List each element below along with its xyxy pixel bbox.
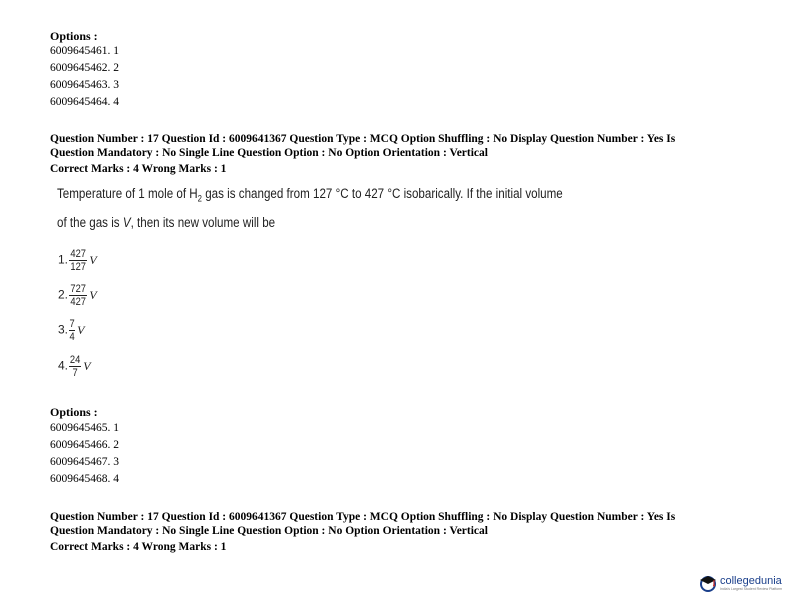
options-list (50, 420, 119, 488)
question-marks: Correct Marks : 4 Wrong Marks : 1 (50, 163, 227, 175)
question-text-part: gas is changed from 127 °C to 427 °C isobarically. If the initial volume (201, 186, 563, 201)
options-list (50, 43, 119, 111)
numerator: 7 (69, 318, 75, 330)
denominator: 4 (69, 331, 75, 343)
logo-tagline: India's Largest Student Review Platform (720, 587, 783, 591)
logo-text-block (720, 575, 782, 591)
question-text-part: Temperature of 1 mole of H (57, 186, 198, 201)
choice-3 (58, 318, 84, 343)
question-meta (50, 132, 750, 176)
denominator: 427 (70, 296, 86, 308)
question-text-part: , then its new volume will be (130, 214, 276, 230)
option-item: 6009645462. 2 (50, 62, 119, 74)
question-meta-line: Question Number : 17 Question Id : 6009641367 Question Type : MCQ Option Shuffling : No Display Question Number : Yes Is (50, 133, 676, 145)
option-item: 6009645461. 1 (50, 45, 119, 57)
variable: V (89, 287, 97, 302)
choice-number: 1. (58, 252, 69, 267)
question-text (57, 182, 563, 235)
variable: V (77, 322, 85, 337)
numerator: 427 (70, 248, 86, 260)
question-text-line2 (57, 211, 563, 235)
option-item: 6009645465. 1 (50, 422, 119, 434)
option-item: 6009645467. 3 (50, 456, 119, 468)
options-label: Options : (50, 405, 98, 419)
question-marks: Correct Marks : 4 Wrong Marks : 1 (50, 541, 227, 553)
denominator: 127 (70, 261, 86, 273)
logo-name: collegedunia (720, 575, 782, 587)
choice-number: 2. (58, 287, 69, 302)
denominator: 7 (72, 367, 78, 379)
option-item: 6009645466. 2 (50, 439, 119, 451)
fraction (69, 318, 75, 343)
question-meta-line: Question Mandatory : No Single Line Question Option : No Option Orientation : Vertical (50, 525, 488, 537)
fraction (69, 283, 87, 308)
fraction (69, 248, 87, 273)
variable: V (89, 252, 97, 267)
fraction (69, 354, 81, 379)
question-meta (50, 510, 750, 554)
question-text-line1 (57, 182, 563, 211)
question-meta-line: Question Number : 17 Question Id : 6009641367 Question Type : MCQ Option Shuffling : No Display Question Number : Yes Is (50, 511, 676, 523)
graduation-cap-icon (698, 573, 718, 593)
numerator: 727 (70, 283, 86, 295)
question-meta-line: Question Mandatory : No Single Line Question Option : No Option Orientation : Vertical (50, 147, 488, 159)
choice-number: 3. (58, 322, 69, 337)
choice-number: 4. (58, 358, 69, 373)
variable: V (122, 214, 131, 230)
choice-2 (58, 283, 97, 308)
question-text-part: of the gas is (57, 214, 123, 230)
options-label: Options : (50, 29, 98, 43)
subscript: 2 (197, 193, 202, 204)
choice-1 (58, 248, 97, 273)
choice-4 (58, 354, 91, 379)
option-item: 6009645468. 4 (50, 473, 119, 485)
option-item: 6009645464. 4 (50, 96, 119, 108)
collegedunia-logo (698, 573, 782, 593)
numerator: 24 (69, 354, 81, 366)
variable: V (83, 358, 91, 373)
option-item: 6009645463. 3 (50, 79, 119, 91)
